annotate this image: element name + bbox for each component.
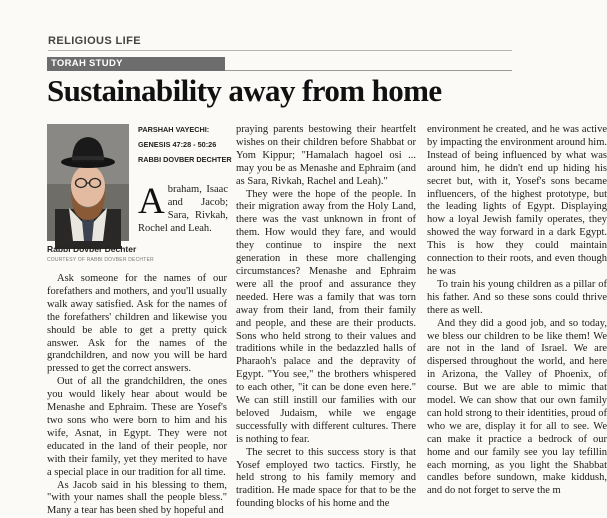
byline-meta xyxy=(138,124,230,169)
kicker-label: TORAH STUDY xyxy=(47,57,225,71)
paragraph: They were the hope of the people. In their migration away from the Holy Land, there was the vast unknown in front of them. How would they fare, and would they continue to inspire the next generation in these more challenging circumstances? Menashe and Ephraim were all the proof and assurance they needed. Here was a family that was torn away from their land, from their family and people, and these are their products. Sons who held strong to their values and traditions while in the bedazzled halls of Pharaoh's palace and the depravity of Egypt. "You see," the brothers whispered to each other, "it can be done even here." We can still instill our families with our beloved Judaism, while we engage successfully with different cultures. There is nothing to fear. xyxy=(236,189,416,447)
paragraph: environment he created, and he was active by impacting the environment around him. Instead of being influenced by what was around him, he didn't end up hiding his secret but, with it, Yosef's sons became influencers, of the highest prototype, but the leading lights of Egypt. Displaying how a loyal Jewish family operates, they showed the way forward in a dark Egypt. This is how they could maintain connection to their roots, and even though he was xyxy=(427,124,607,279)
paragraph: Out of all the grandchildren, the ones you would likely hear about would be Menashe and Ephraim. These are Yosef's two sons who were born to him and his wife, Asnat, in Egypt. They were not educated in the land of their people, nor with their family, yet they merited to have a special place in our tradition for all time. xyxy=(47,376,227,479)
paragraph: As Jacob said in his blessing to them, "with your names shall the people bless." Many a tear has been shed by hopeful and xyxy=(47,480,227,518)
photo-credit: COURTESY OF RABBI DOVBER DECHTER xyxy=(47,257,154,263)
article-column-3 xyxy=(427,124,607,512)
paragraph: praying parents bestowing their heartfelt wishes on their children before Shabbat or Yom Kippur; "Hamalach hagoel osi ... may you be as Menashe and Ephraim (and as Sara, Rivkah, Rachel and Leah)." xyxy=(236,124,416,189)
paragraph: To train his young children as a pillar of his father. And so these sons could thrive there as well. xyxy=(427,279,607,318)
parsha-label: PARSHAH VAYECHI: xyxy=(138,124,230,139)
paragraph: Ask someone for the names of our forefathers and mothers, and you'll usually walk away satisfied. Ask for the names of the forefathers' children and likewise you should be able to get a pretty quick answer. Ask for the names of the grandchildren, and now you will be hard pressed to get the correct answers. xyxy=(47,273,227,376)
photo-caption: Rabbi Dovber Dechter xyxy=(47,244,136,254)
paragraph: And they did a good job, and so today, we bless our children to be like them! We are not in the land of Israel. We are dispersed throughout the world, and here in Arizona, the Valley of Phoenix, of course. But we are able to mimic that model. We can show that our own family can hold strong to their identities, proud of who we are, display it for all to see. We can make it practice a bedrock of our home and our family see you lay tefillin each morning, as you light the Shabbat candles before sundown, make kiddush, and do not forget to serve the m xyxy=(427,318,607,499)
paragraph: The secret to this success story is that Yosef employed two tactics. Firstly, he held strong to his family memory and tradition. He made space for that to be the founding blocks of his home and the xyxy=(236,447,416,512)
verse-range: GENESIS 47:28 - 50:26 xyxy=(138,139,230,154)
article-column-2 xyxy=(236,124,416,512)
intro-text: braham, Isaac and Jacob; Sara, Rivkah, Rochel and Leah. xyxy=(138,184,228,234)
drop-cap: A xyxy=(138,184,168,216)
author-photo xyxy=(47,124,129,241)
section-rule xyxy=(48,50,512,51)
author-portrait-illustration xyxy=(47,124,129,241)
kicker-rule xyxy=(225,70,512,71)
author-byline: RABBI DOVBER DECHTER xyxy=(138,154,230,169)
section-label: RELIGIOUS LIFE xyxy=(48,35,141,47)
article-column-1 xyxy=(47,273,227,512)
article-intro xyxy=(138,184,228,236)
headline: Sustainability away from home xyxy=(47,73,442,109)
